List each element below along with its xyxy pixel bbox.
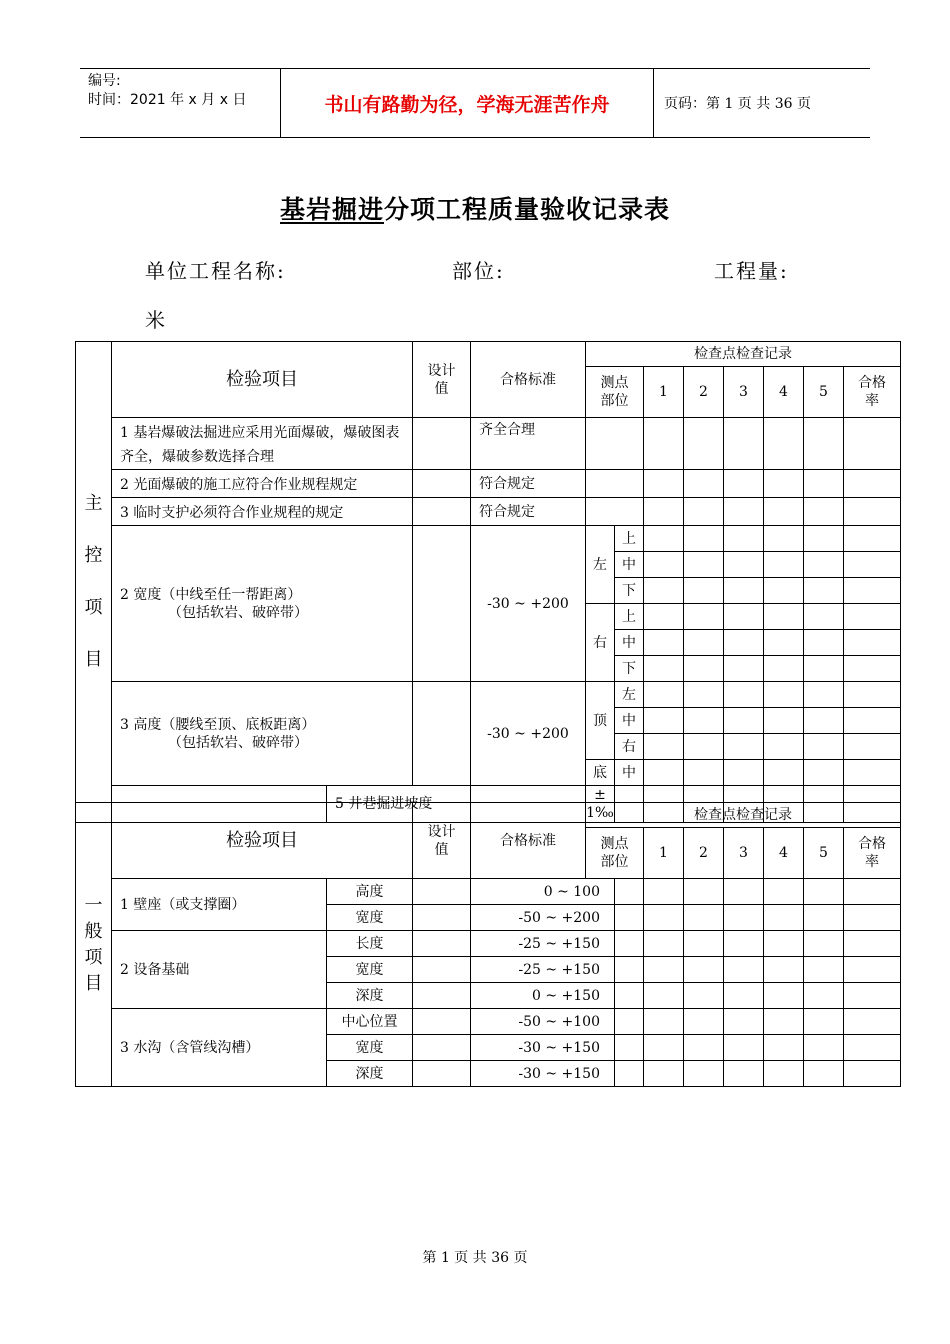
design-cell bbox=[413, 983, 471, 1009]
design-cell bbox=[413, 1009, 471, 1035]
general-items-table bbox=[75, 802, 901, 1087]
table-row bbox=[76, 803, 901, 828]
title-underlined: 基岩掘进 bbox=[279, 195, 384, 224]
record-cell bbox=[844, 1009, 901, 1035]
record-cell bbox=[644, 734, 684, 760]
point-sub-label: 下 bbox=[615, 656, 644, 682]
design-cell bbox=[413, 682, 471, 786]
col-number-header: 1 bbox=[644, 828, 684, 879]
record-cell bbox=[804, 526, 844, 552]
record-cell bbox=[764, 630, 804, 656]
table-row bbox=[76, 526, 901, 552]
record-cell bbox=[724, 578, 764, 604]
point-cell bbox=[586, 498, 644, 526]
record-cell bbox=[644, 418, 684, 470]
point-group-label: 左 bbox=[586, 526, 615, 604]
record-cell bbox=[764, 418, 804, 470]
col-standard-header: 合格标准 bbox=[471, 803, 586, 879]
table-row bbox=[76, 498, 901, 526]
record-cell bbox=[684, 1035, 724, 1061]
record-cell bbox=[644, 526, 684, 552]
design-cell bbox=[413, 1035, 471, 1061]
record-cell bbox=[684, 1061, 724, 1087]
record-cell bbox=[724, 526, 764, 552]
record-cell bbox=[804, 470, 844, 498]
point-sub-label: 左 bbox=[615, 682, 644, 708]
col-number-header: 4 bbox=[764, 367, 804, 418]
col-number-header: 2 bbox=[684, 828, 724, 879]
record-cell bbox=[684, 879, 724, 905]
record-cell bbox=[724, 418, 764, 470]
record-cell bbox=[804, 656, 844, 682]
col-standard-header: 合格标准 bbox=[471, 342, 586, 418]
table-row bbox=[76, 342, 901, 367]
record-cell bbox=[684, 760, 724, 786]
standard-cell: -30 ~ +150 bbox=[471, 1035, 615, 1061]
record-cell bbox=[644, 1035, 684, 1061]
record-cell bbox=[844, 656, 901, 682]
record-cell bbox=[844, 708, 901, 734]
document-header bbox=[80, 68, 870, 138]
record-cell bbox=[844, 957, 901, 983]
col-point-header: 测点部位 bbox=[586, 367, 644, 418]
col-rate-header: 合格率 bbox=[844, 367, 901, 418]
record-cell bbox=[724, 1061, 764, 1087]
record-cell bbox=[684, 734, 724, 760]
col-design-header: 设计值 bbox=[413, 803, 471, 879]
record-cell bbox=[844, 983, 901, 1009]
table-row bbox=[76, 470, 901, 498]
point-sub-label: 中 bbox=[615, 552, 644, 578]
record-cell bbox=[724, 760, 764, 786]
point-cell bbox=[615, 1061, 644, 1087]
record-cell bbox=[644, 578, 684, 604]
page-title bbox=[0, 190, 950, 226]
point-cell bbox=[615, 983, 644, 1009]
time-label: 时间：2021 年 x 月 x 日 bbox=[88, 92, 247, 108]
record-cell bbox=[764, 578, 804, 604]
standard-cell: -30 ~ +150 bbox=[471, 1061, 615, 1087]
record-cell bbox=[764, 552, 804, 578]
record-cell bbox=[844, 418, 901, 470]
record-cell bbox=[644, 552, 684, 578]
record-cell bbox=[764, 604, 804, 630]
record-cell bbox=[844, 526, 901, 552]
record-cell bbox=[844, 879, 901, 905]
point-cell bbox=[615, 905, 644, 931]
table-row bbox=[76, 682, 901, 708]
record-cell bbox=[764, 1061, 804, 1087]
record-cell bbox=[804, 498, 844, 526]
point-sub-label: 下 bbox=[615, 578, 644, 604]
record-cell bbox=[644, 682, 684, 708]
number-label: 编号: bbox=[88, 73, 121, 89]
point-sub-label: 右 bbox=[615, 734, 644, 760]
record-cell bbox=[684, 682, 724, 708]
record-cell bbox=[804, 708, 844, 734]
title-rest: 分项工程质量验收记录表 bbox=[384, 195, 671, 224]
col-item-header: 检验项目 bbox=[112, 342, 413, 418]
col-number-header: 2 bbox=[684, 367, 724, 418]
record-cell bbox=[764, 957, 804, 983]
record-cell bbox=[684, 983, 724, 1009]
col-number-header: 5 bbox=[804, 367, 844, 418]
record-cell bbox=[804, 905, 844, 931]
record-cell bbox=[644, 983, 684, 1009]
record-cell bbox=[804, 760, 844, 786]
record-cell bbox=[804, 957, 844, 983]
record-cell bbox=[764, 708, 804, 734]
design-cell bbox=[413, 526, 471, 682]
point-cell bbox=[586, 470, 644, 498]
record-cell bbox=[644, 656, 684, 682]
standard-cell: 0 ~ +150 bbox=[471, 983, 615, 1009]
point-group-label: 底 bbox=[586, 760, 615, 786]
record-cell bbox=[644, 498, 684, 526]
col-design-header: 设计值 bbox=[413, 342, 471, 418]
unit-label: 米 bbox=[145, 308, 167, 332]
record-cell bbox=[804, 418, 844, 470]
record-cell bbox=[644, 957, 684, 983]
item-cell: 2 光面爆破的施工应符合作业规程规定 bbox=[112, 470, 413, 498]
record-cell bbox=[684, 526, 724, 552]
record-cell bbox=[644, 1009, 684, 1035]
design-cell bbox=[413, 1061, 471, 1087]
record-cell bbox=[804, 931, 844, 957]
col-number-header: 4 bbox=[764, 828, 804, 879]
record-cell bbox=[724, 957, 764, 983]
record-cell bbox=[844, 1061, 901, 1087]
page-info: 页码：第 1 页 共 36 页 bbox=[664, 96, 811, 112]
record-cell bbox=[724, 734, 764, 760]
table-row bbox=[76, 931, 901, 957]
col-number-header: 5 bbox=[804, 828, 844, 879]
record-cell bbox=[724, 604, 764, 630]
record-cell bbox=[844, 682, 901, 708]
record-cell bbox=[724, 983, 764, 1009]
record-cell bbox=[764, 734, 804, 760]
record-cell bbox=[804, 630, 844, 656]
record-cell bbox=[804, 1009, 844, 1035]
record-cell bbox=[724, 879, 764, 905]
record-cell bbox=[764, 1009, 804, 1035]
unit-name-label: 单位工程名称: bbox=[145, 259, 286, 283]
point-cell bbox=[615, 879, 644, 905]
item-cell: 3 高度（腰线至顶、底板距离） （包括软岩、破碎带） bbox=[112, 682, 413, 786]
record-cell bbox=[724, 656, 764, 682]
record-cell bbox=[644, 760, 684, 786]
point-sub-label: 上 bbox=[615, 604, 644, 630]
main-items-table bbox=[75, 341, 901, 823]
design-cell bbox=[413, 498, 471, 526]
sub-item-cell: 宽度 bbox=[327, 905, 413, 931]
record-cell bbox=[644, 905, 684, 931]
design-cell bbox=[413, 931, 471, 957]
record-cell bbox=[804, 879, 844, 905]
record-cell bbox=[684, 604, 724, 630]
record-cell bbox=[804, 682, 844, 708]
standard-cell: -30 ~ +200 bbox=[471, 682, 586, 786]
sub-item-cell: 深度 bbox=[327, 1061, 413, 1087]
point-sub-label: 中 bbox=[615, 630, 644, 656]
sub-item-cell: 深度 bbox=[327, 983, 413, 1009]
sub-item-cell: 中心位置 bbox=[327, 1009, 413, 1035]
record-cell bbox=[684, 418, 724, 470]
record-cell bbox=[684, 656, 724, 682]
record-cell bbox=[804, 983, 844, 1009]
record-cell bbox=[764, 879, 804, 905]
record-cell bbox=[644, 630, 684, 656]
point-cell bbox=[615, 1035, 644, 1061]
record-cell bbox=[844, 630, 901, 656]
record-cell bbox=[684, 470, 724, 498]
record-cell bbox=[684, 931, 724, 957]
record-cell bbox=[764, 656, 804, 682]
record-cell bbox=[724, 498, 764, 526]
table-row bbox=[76, 1009, 901, 1035]
standard-cell: 0 ~ 100 bbox=[471, 879, 615, 905]
quantity-label: 工程量: bbox=[714, 259, 789, 283]
record-cell bbox=[764, 760, 804, 786]
record-cell bbox=[684, 498, 724, 526]
record-cell bbox=[724, 470, 764, 498]
record-cell bbox=[724, 905, 764, 931]
record-cell bbox=[844, 931, 901, 957]
sub-item-cell: 高度 bbox=[327, 879, 413, 905]
design-cell bbox=[413, 957, 471, 983]
col-rate-header: 合格率 bbox=[844, 828, 901, 879]
standard-cell: -30 ~ +200 bbox=[471, 526, 586, 682]
design-cell bbox=[413, 905, 471, 931]
record-cell bbox=[684, 905, 724, 931]
record-cell bbox=[684, 957, 724, 983]
col-number-header: 3 bbox=[724, 367, 764, 418]
point-cell bbox=[615, 957, 644, 983]
record-cell bbox=[844, 734, 901, 760]
record-cell bbox=[764, 682, 804, 708]
record-cell bbox=[764, 526, 804, 552]
record-cell bbox=[804, 1035, 844, 1061]
record-cell bbox=[844, 498, 901, 526]
standard-cell: ± 1‰ bbox=[586, 787, 614, 821]
record-cell bbox=[764, 498, 804, 526]
standard-cell: -25 ~ +150 bbox=[471, 957, 615, 983]
motto: 书山有路勤为径，学海无涯苦作舟 bbox=[280, 69, 654, 137]
col-point-header: 测点部位 bbox=[586, 828, 644, 879]
col-number-header: 3 bbox=[724, 828, 764, 879]
record-cell bbox=[844, 604, 901, 630]
design-cell bbox=[413, 470, 471, 498]
item-cell: 3 临时支护必须符合作业规程的规定 bbox=[112, 498, 413, 526]
col-record-header: 检查点检查记录 bbox=[586, 803, 901, 828]
item-cell: 3 水沟（含管线沟槽） bbox=[112, 1009, 327, 1087]
standard-cell: -25 ~ +150 bbox=[471, 931, 615, 957]
col-record-header: 检查点检查记录 bbox=[586, 342, 901, 367]
record-cell bbox=[724, 552, 764, 578]
sub-item-cell: 宽度 bbox=[327, 957, 413, 983]
record-cell bbox=[644, 1061, 684, 1087]
record-cell bbox=[804, 734, 844, 760]
standard-cell: -50 ~ +100 bbox=[471, 1009, 615, 1035]
main-section-label: 主 控 项 目 bbox=[76, 342, 112, 823]
standard-cell: 符合规定 bbox=[471, 498, 586, 526]
location-label: 部位: bbox=[452, 259, 505, 283]
point-cell bbox=[586, 418, 644, 470]
record-cell bbox=[844, 552, 901, 578]
header-meta bbox=[80, 69, 280, 137]
point-cell bbox=[615, 931, 644, 957]
point-cell bbox=[615, 1009, 644, 1035]
general-section-label: 一 般 项 目 bbox=[76, 803, 112, 1087]
item-cell: 2 设备基础 bbox=[112, 931, 327, 1009]
record-cell bbox=[844, 578, 901, 604]
record-cell bbox=[764, 983, 804, 1009]
record-cell bbox=[644, 708, 684, 734]
col-item-header: 检验项目 bbox=[112, 803, 413, 879]
record-cell bbox=[844, 470, 901, 498]
design-cell bbox=[413, 879, 471, 905]
item-cell: 1 壁座（或支撑圈） bbox=[112, 879, 327, 931]
record-cell bbox=[684, 708, 724, 734]
table-row bbox=[76, 418, 901, 470]
record-cell bbox=[644, 879, 684, 905]
record-cell bbox=[844, 760, 901, 786]
record-cell bbox=[644, 604, 684, 630]
record-cell bbox=[684, 552, 724, 578]
sub-item-cell: 长度 bbox=[327, 931, 413, 957]
record-cell bbox=[844, 1035, 901, 1061]
record-cell bbox=[724, 682, 764, 708]
standard-cell: 齐全合理 bbox=[471, 418, 586, 470]
record-cell bbox=[724, 630, 764, 656]
record-cell bbox=[804, 552, 844, 578]
point-sub-label: 中 bbox=[615, 760, 644, 786]
item-cell: 2 宽度（中线至任一帮距离） （包括软岩、破碎带） bbox=[112, 526, 413, 682]
record-cell bbox=[764, 931, 804, 957]
record-cell bbox=[684, 630, 724, 656]
page-footer: 第 1 页 共 36 页 bbox=[422, 1250, 528, 1266]
item-cell: 1 基岩爆破法掘进应采用光面爆破，爆破图表齐全，爆破参数选择合理 bbox=[112, 418, 413, 470]
design-cell bbox=[413, 418, 471, 470]
record-cell bbox=[724, 931, 764, 957]
sub-item-cell: 宽度 bbox=[327, 1035, 413, 1061]
record-cell bbox=[684, 578, 724, 604]
point-group-label: 顶 bbox=[586, 682, 615, 760]
record-cell bbox=[644, 931, 684, 957]
record-cell bbox=[644, 470, 684, 498]
record-cell bbox=[804, 1061, 844, 1087]
point-sub-label: 上 bbox=[615, 526, 644, 552]
point-group-label: 右 bbox=[586, 604, 615, 682]
record-cell bbox=[724, 1035, 764, 1061]
point-sub-label: 中 bbox=[615, 708, 644, 734]
standard-cell: 符合规定 bbox=[471, 470, 586, 498]
record-cell bbox=[844, 905, 901, 931]
record-cell bbox=[764, 1035, 804, 1061]
col-number-header: 1 bbox=[644, 367, 684, 418]
standard-cell: -50 ~ +200 bbox=[471, 905, 615, 931]
record-cell bbox=[804, 578, 844, 604]
item-cell: 5 井巷掘进坡度 bbox=[327, 786, 471, 823]
record-cell bbox=[804, 604, 844, 630]
record-cell bbox=[724, 708, 764, 734]
record-cell bbox=[764, 905, 804, 931]
record-cell bbox=[684, 1009, 724, 1035]
record-cell bbox=[724, 1009, 764, 1035]
record-cell bbox=[764, 470, 804, 498]
table-row bbox=[76, 879, 901, 905]
